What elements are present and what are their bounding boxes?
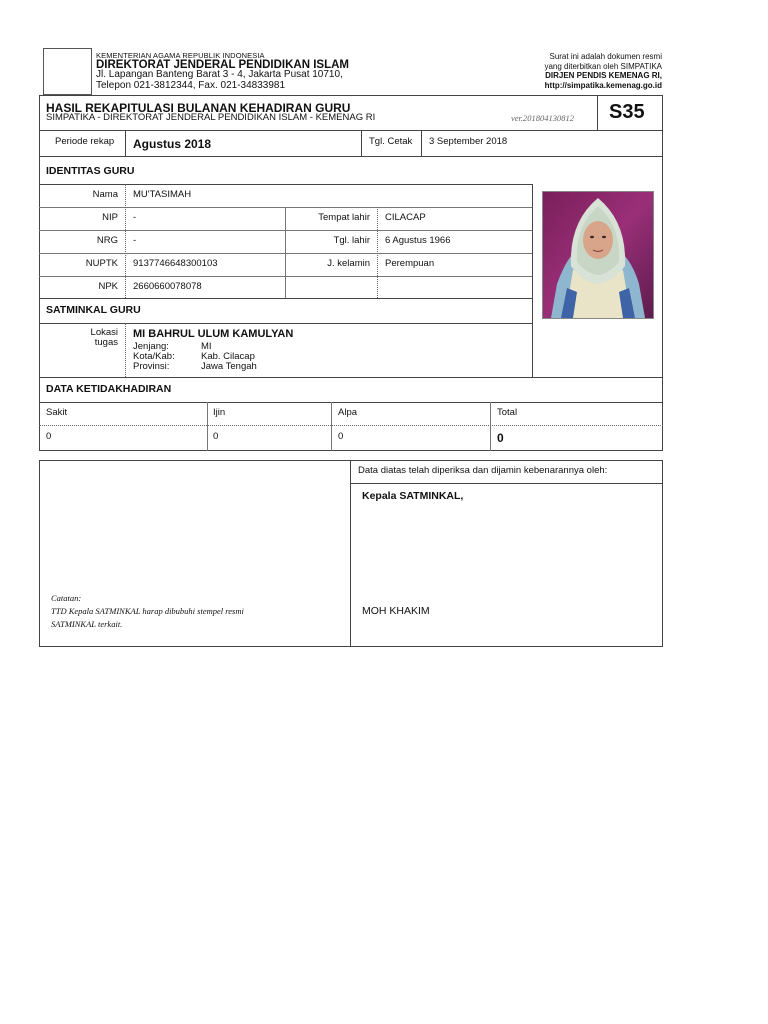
school-name: MI BAHRUL ULUM KAMULYAN	[133, 328, 294, 340]
official-line-1: Surat ini adalah dokumen resmi	[549, 52, 662, 61]
absence-header-sick: Sakit	[46, 407, 68, 418]
verification-text: Data diatas telah diperiksa dan dijamin kebenarannya oleh:	[358, 465, 608, 476]
directorate-name: DIREKTORAT JENDERAL PENDIDIKAN ISLAM	[96, 59, 350, 71]
level-label: Jenjang:	[133, 341, 169, 352]
name-value: MU'TASIMAH	[133, 189, 192, 200]
official-line-3: DIRJEN PENDIS KEMENAG RI,	[545, 71, 662, 80]
city-value: Kab. Cilacap	[201, 351, 255, 362]
city-label: Kota/Kab:	[133, 351, 175, 362]
report-subtitle: SIMPATIKA - DIREKTORAT JENDERAL PENDIDIKAN ISLAM - KEMENAG RI	[46, 112, 376, 123]
ministry-logo-placeholder	[43, 48, 92, 95]
absence-value-absent: 0	[338, 431, 344, 442]
address-line: Jl. Lapangan Banteng Barat 3 - 4, Jakarta Pusat 10710,	[96, 69, 343, 80]
official-document-note	[544, 52, 662, 90]
period-value: Agustus 2018	[133, 137, 212, 151]
province-value: Jawa Tengah	[201, 361, 257, 372]
official-url: http://simpatika.kemenag.go.id	[544, 80, 662, 90]
level-value: MI	[201, 341, 212, 352]
absence-header-permit: Ijin	[213, 407, 226, 418]
absence-header-total: Total	[497, 407, 518, 418]
report-title: HASIL REKAPITULASI BULANAN KEHADIRAN GURU	[46, 101, 351, 115]
nrg-value: -	[133, 235, 137, 246]
birthdate-value: 6 Agustus 1966	[385, 235, 451, 246]
absence-section-title: DATA KETIDAKHADIRAN	[46, 383, 172, 395]
nuptk-value: 9137746648300103	[133, 258, 218, 269]
location-label-line-1: Lokasi	[90, 327, 118, 338]
note-line-2: SATMINKAL terkait.	[51, 619, 123, 629]
directorate-address	[96, 70, 343, 91]
note-title: Catatan:	[51, 593, 82, 603]
location-label-line-2: tugas	[94, 337, 118, 348]
location-label	[91, 328, 118, 348]
birthplace-value: CILACAP	[385, 212, 426, 223]
print-date-label: Tgl. Cetak	[369, 136, 413, 147]
official-line-2: yang diterbitkan oleh SIMPATIKA	[544, 61, 662, 71]
teacher-photo	[542, 191, 654, 319]
npk-value: 2660660078078	[133, 281, 202, 292]
identity-section-title: IDENTITAS GURU	[46, 165, 135, 177]
absence-header-absent: Alpa	[338, 407, 358, 418]
report-version: ver.201804130812	[511, 113, 575, 123]
absence-value-sick: 0	[46, 431, 52, 442]
nip-label: NIP	[102, 212, 118, 223]
signer-role: Kepala SATMINKAL,	[362, 490, 464, 502]
name-label: Nama	[92, 189, 118, 200]
school-details	[133, 342, 257, 372]
nuptk-label: NUPTK	[85, 258, 118, 269]
phone-line: Telepon 021-3812344, Fax. 021-34833981	[96, 79, 286, 91]
ministry-name: KEMENTERIAN AGAMA REPUBLIK INDONESIA	[96, 51, 265, 60]
note-line-1: TTD Kepala SATMINKAL harap dibubuhi stempel resmi	[51, 606, 244, 616]
teacher-photo-image	[543, 192, 653, 318]
birthdate-label: Tgl. lahir	[333, 235, 370, 246]
satminkal-section-title: SATMINKAL GURU	[46, 304, 141, 316]
gender-value: Perempuan	[385, 258, 435, 269]
period-label: Periode rekap	[55, 136, 115, 147]
absence-value-total: 0	[497, 431, 504, 445]
report-code: S35	[609, 101, 645, 123]
province-label: Provinsi:	[133, 361, 170, 372]
nip-value: -	[133, 212, 137, 223]
signer-name: MOH KHAKIM	[362, 605, 430, 617]
absence-value-permit: 0	[213, 431, 219, 442]
print-date-value: 3 September 2018	[429, 136, 508, 147]
stamp-note	[51, 592, 244, 631]
gender-label: J. kelamin	[327, 258, 370, 269]
nrg-label: NRG	[96, 235, 118, 246]
birthplace-label: Tempat lahir	[318, 212, 370, 223]
npk-label: NPK	[98, 281, 118, 292]
